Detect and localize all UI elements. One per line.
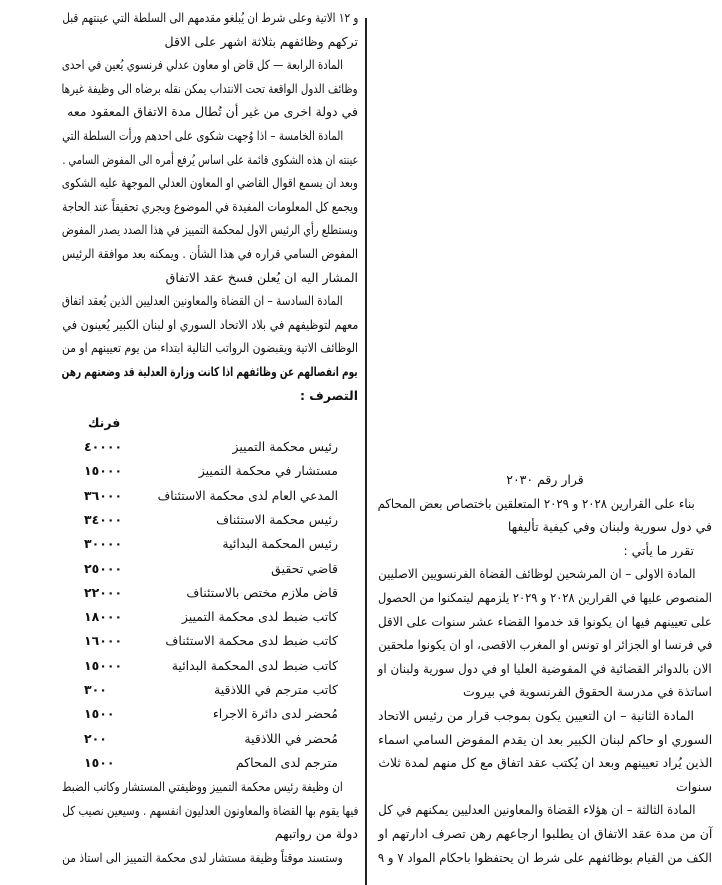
text-line: معهم لتوظيفهم في بلاد الاتحاد السوري او لبنان الكبير يُعينون في bbox=[62, 316, 358, 332]
salary-row bbox=[62, 678, 358, 702]
text-line: وظائف الدول الواقعة تحت الانتداب يمكن نقله برضاه الى وظيفة غيرها bbox=[62, 80, 358, 96]
salary-row bbox=[62, 435, 358, 459]
text-line: وبعد ان يسمع اقوال القاضي او المعاون العدلي الموجهة عليه الشكوى bbox=[62, 175, 358, 191]
position-title: كاتب ضبط لدى المحكمة البدائية bbox=[171, 657, 338, 673]
position-title: قاضي تحقيق bbox=[271, 560, 338, 576]
text-line: عينته ان هذه الشكوى قائمة على اساس يُرفع أمره الى المفوض السامي . bbox=[62, 151, 358, 167]
text-line: المادة الثانية – ان التعيين يكون بموجب قرار من رئيس الاتحاد bbox=[378, 707, 694, 723]
position-title: كاتب ضبط لدى محكمة الاستئناف bbox=[165, 633, 338, 649]
position-title: مترجم لدى المحاكم bbox=[235, 754, 338, 770]
salary-row bbox=[62, 654, 358, 678]
text-line: المادة الرابعة — كل قاض او معاون عدلي فرنسوي يُعين في احدى bbox=[62, 57, 344, 73]
text-line: تركهم وظائفهم بثلاثة اشهر على الاقل bbox=[164, 33, 358, 49]
salary-amount: ٢٥٠٠٠ bbox=[84, 560, 123, 576]
text-line: المادة الاولى – ان المرشحين لوظائف القضاة الفرنسويين الاصليين bbox=[378, 566, 696, 582]
right-column bbox=[378, 468, 712, 869]
salary-row bbox=[62, 629, 358, 653]
left-bottom-text bbox=[62, 775, 358, 869]
position-title: قاض ملازم مختص بالاستئناف bbox=[186, 584, 338, 600]
salary-table bbox=[62, 411, 358, 775]
text-line: المفوض السامي قراره في هذا الشأن . ويمكنه بعد موافقة الرئيس bbox=[62, 245, 358, 261]
text-line: بناء على القرارين ٢٠٢٨ و ٢٠٢٩ المتعلقين باختصاص بعض المحاكم bbox=[378, 495, 696, 511]
salary-amount: ١٥٠٠٠ bbox=[84, 463, 123, 479]
salary-amount: ٢٢٠٠٠ bbox=[84, 584, 123, 600]
salary-row bbox=[62, 484, 358, 508]
position-title: رئيس المحكمة البدائية bbox=[222, 536, 338, 552]
text-line: آن من مدة عقد الاتفاق ان يطلبوا ارجاعهم رهن تصرف ادارتهم او bbox=[378, 825, 712, 841]
text-line: الان بالدوائر القضائية في المفوضية العليا او في دول سورية ولبنان او bbox=[378, 660, 712, 676]
text-line: ويجمع كل المعلومات المفيدة في الموضوع ويجري تحقيقاً عند الحاجة bbox=[62, 198, 358, 214]
text-line: في فرنسا او الجزائر او تونس او المغرب الاقصى، او ان يكونوا ملحقين bbox=[378, 637, 712, 653]
text-line: يوم انفصالهم عن وظائفهم اذا كانت وزارة العدلية قد وضعتهم رهن bbox=[62, 363, 358, 379]
salary-row bbox=[62, 532, 358, 556]
text-line: وستسند موقتاً وظيفة مستشار لدى محكمة التمييز الى استاذ من bbox=[62, 850, 343, 866]
text-line: المادة الثالثة – ان هؤلاء القضاة والمعاونين العدليين يمكنهم في كل bbox=[378, 802, 696, 818]
position-title: مُحضر لدى دائرة الاجراء bbox=[212, 706, 338, 722]
text-line: على تعيينهم فيها ان يكونوا قد خدموا القضاء عشر سنوات على الاقل bbox=[378, 613, 712, 629]
text-line: تقرر ما يأتي : bbox=[623, 542, 694, 558]
text-line: سنوات bbox=[676, 778, 712, 794]
text-line: الوظائف الاتية ويقبضون الرواتب التالية ابتداء من يوم تعيينهم او من bbox=[62, 340, 358, 356]
salary-row bbox=[62, 581, 358, 605]
salary-row bbox=[62, 459, 358, 483]
salary-row bbox=[62, 702, 358, 726]
text-line: قرار رقم ٢٠٣٠ bbox=[506, 472, 584, 487]
salary-row bbox=[62, 557, 358, 581]
text-line: الذين يُراد تعيينهم وبعد ان يُكتب عقد اتفاق مع كل منهم لمدة ثلاث bbox=[378, 755, 712, 771]
salary-amount: ٣٠٠٠٠ bbox=[84, 536, 123, 552]
salary-amount: ١٨٠٠٠ bbox=[84, 609, 123, 625]
text-line: السوري او حاكم لبنان الكبير بعد ان يقدم المفوض السامي اسماء bbox=[378, 731, 712, 747]
text-line: ويستطلع رأي الرئيس الاول لمحكمة التمييز في هذا الصدد يصدر المفوض bbox=[62, 222, 358, 238]
column-divider bbox=[365, 18, 367, 885]
text-line: التصرف : bbox=[299, 387, 358, 403]
text-line: في دولة اخرى من غير أن تُطال مدة الاتفاق المعقود معه bbox=[67, 104, 358, 120]
salary-amount: ٢٠٠ bbox=[84, 730, 107, 746]
text-line: المشار اليه ان يُعلن فسخ عقد الاتفاق bbox=[165, 269, 358, 285]
position-title: مُحضر في اللاذقية bbox=[244, 730, 338, 746]
text-line: اساتذة في مدرسة الحقوق الفرنسوية في بيروت bbox=[463, 684, 712, 700]
text-line: الكف من القيام بوظائفهم على شرط ان يحتفظوا باحكام المواد ٧ و ٩ bbox=[378, 849, 712, 865]
text-line: في دول سورية ولبنان وفي كيفية تأليفها bbox=[507, 519, 712, 535]
salary-amount: ٤٠٠٠٠ bbox=[84, 439, 123, 455]
salary-row bbox=[62, 605, 358, 629]
position-title: مستشار في محكمة التمييز bbox=[198, 463, 338, 479]
salary-row bbox=[62, 508, 358, 532]
decree-text bbox=[378, 468, 712, 869]
salary-amount: ١٥٠٠ bbox=[84, 706, 115, 722]
salary-row bbox=[62, 751, 358, 775]
position-title: المدعي العام لدى محكمة الاستئناف bbox=[158, 487, 339, 503]
position-title: كاتب مترجم في اللاذقية bbox=[214, 682, 338, 698]
left-top-text bbox=[62, 6, 358, 407]
salary-amount: ٣٠٠ bbox=[84, 682, 107, 698]
text-line: المنصوص عليها في القرارين ٢٠٢٨ و ٢٠٢٩ يلزمهم ليتمكنوا من الحصول bbox=[378, 589, 712, 605]
left-column bbox=[62, 6, 358, 870]
salary-amount: ١٥٠٠٠ bbox=[84, 657, 123, 673]
text-line: فيها يقوم بها القضاة والمعاونون العدليون انفسهم . وسيعين نصيب كل bbox=[62, 802, 358, 818]
text-line: دولة من رواتبهم bbox=[274, 826, 358, 842]
position-title: رئيس محكمة التمييز bbox=[232, 439, 338, 455]
position-title: كاتب ضبط لدى محكمة التمييز bbox=[181, 609, 338, 625]
position-title: رئيس محكمة الاستئناف bbox=[216, 511, 338, 527]
salary-currency-header: فرنك bbox=[88, 415, 121, 431]
salary-amount: ٣٦٠٠٠ bbox=[84, 487, 123, 503]
text-line: المادة السادسة – ان القضاة والمعاونين العدليين الذين يُعقد اتفاق bbox=[62, 293, 343, 309]
salary-amount: ١٥٠٠ bbox=[84, 754, 115, 770]
text-line: المادة الخامسة – اذا وُجهت شكوى على احدهم ورأت السلطة التي bbox=[62, 127, 344, 143]
salary-amount: ٣٤٠٠٠ bbox=[84, 511, 123, 527]
salary-amount: ١٦٠٠٠ bbox=[84, 633, 123, 649]
text-line: ان وظيفة رئيس محكمة التمييز ووظيفتي المستشار وكاتب الضبط bbox=[62, 779, 343, 795]
text-line: و ١٢ الاتية وعلى شرط ان يُبلغو مقدمهم الى السلطة التي عينتهم قبل bbox=[62, 10, 358, 25]
salary-row bbox=[62, 727, 358, 751]
